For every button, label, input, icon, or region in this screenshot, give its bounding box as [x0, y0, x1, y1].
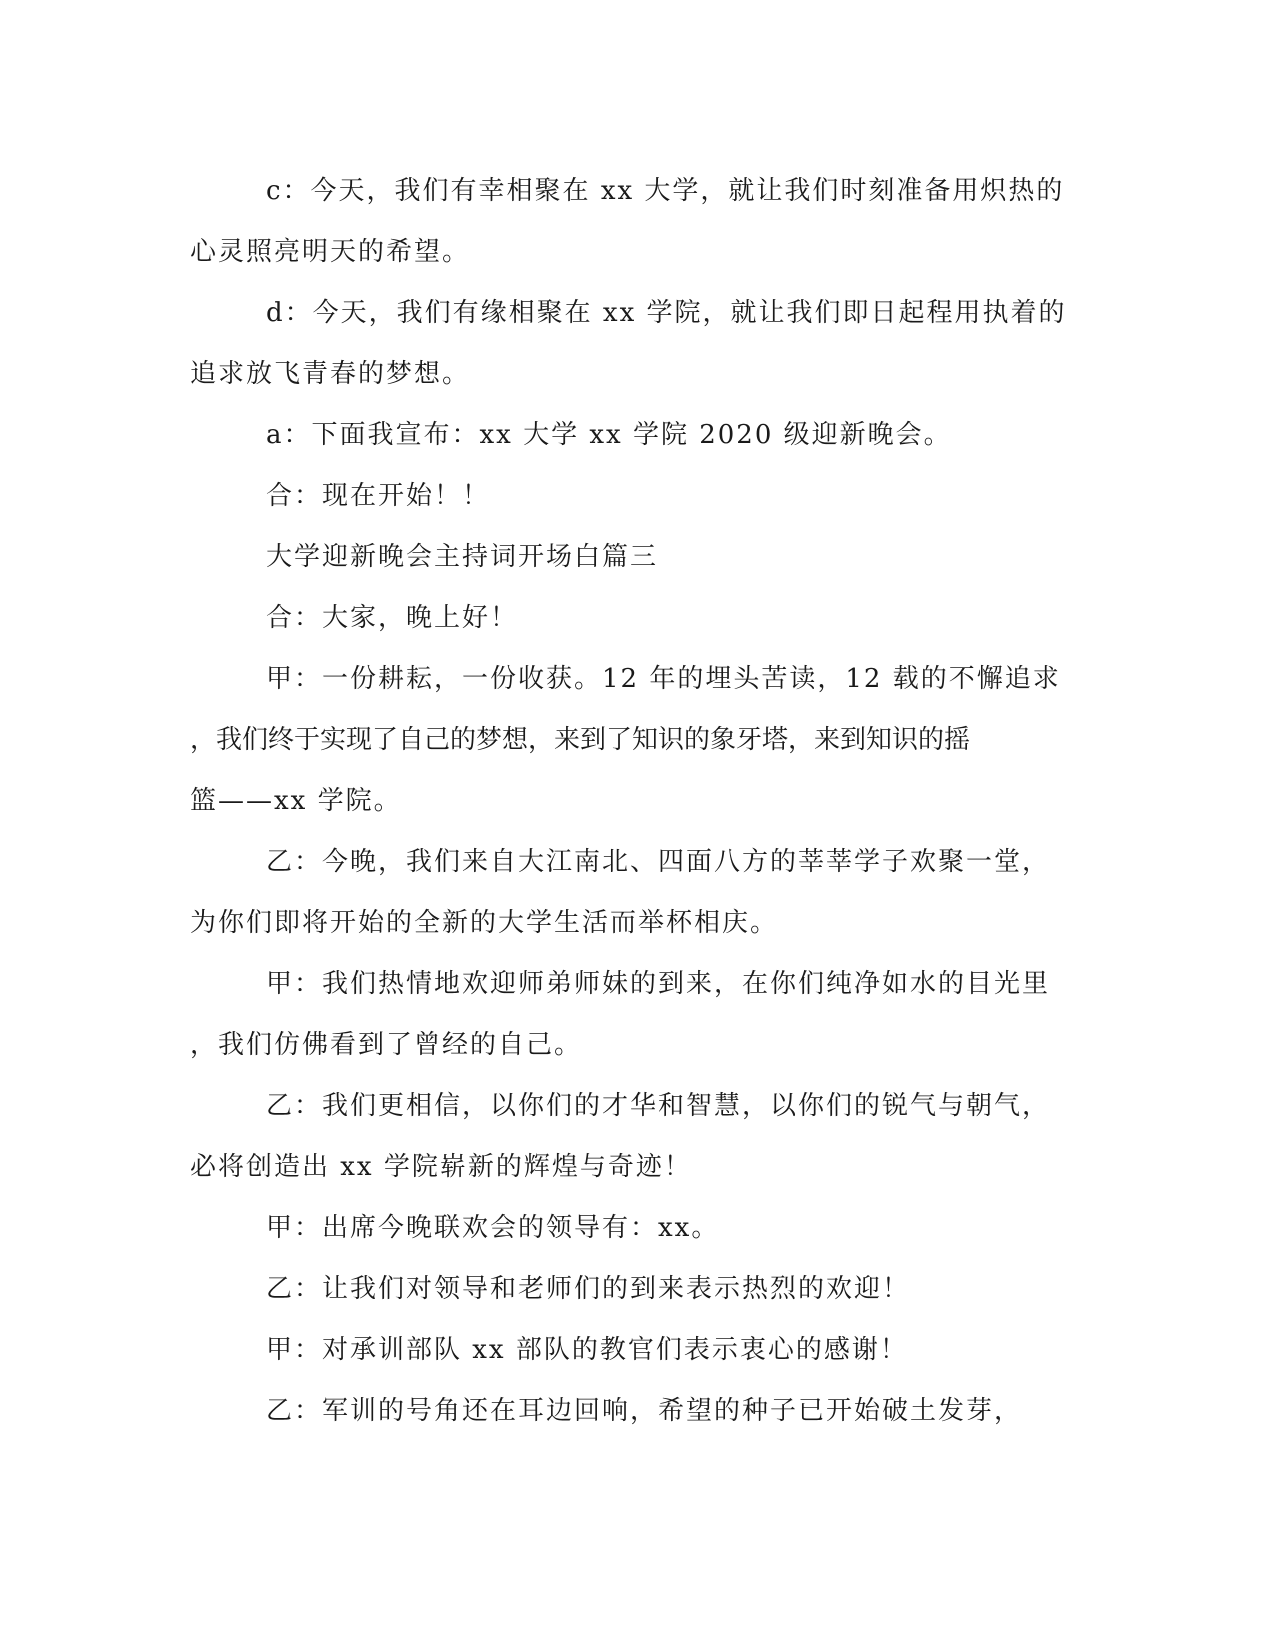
document-body	[190, 161, 1070, 1442]
paragraph-line: 必将创造出 xx 学院崭新的辉煌与奇迹！	[190, 1152, 692, 1182]
paragraph-line: 追求放飞青春的梦想。	[190, 359, 471, 389]
paragraph-line: 甲：出席今晚联欢会的领导有：xx。	[266, 1213, 720, 1243]
paragraph-line: 甲：我们热情地欢迎师弟师妹的到来，在你们纯净如水的目光里	[266, 969, 1051, 999]
paragraph-line: 甲：对承训部队 xx 部队的教官们表示衷心的感谢！	[266, 1335, 908, 1365]
paragraph-line: c：今天，我们有幸相聚在 xx 大学，就让我们时刻准备用炽热的	[266, 176, 1065, 206]
paragraph-line: 合：大家，晚上好！	[266, 603, 519, 633]
paragraph-line: 乙：军训的号角还在耳边回响，希望的种子已开始破土发芽，	[266, 1396, 1023, 1426]
paragraph-line: a：下面我宣布：xx 大学 xx 学院 2020 级迎新晚会。	[266, 420, 952, 450]
paragraph-line: 篮——xx 学院。	[190, 786, 402, 816]
paragraph-line: 乙：我们更相信，以你们的才华和智慧，以你们的锐气与朝气，	[266, 1091, 1051, 1121]
paragraph-line: 乙：让我们对领导和老师们的到来表示热烈的欢迎！	[266, 1274, 911, 1304]
paragraph-line: 心灵照亮明天的希望。	[190, 237, 471, 267]
paragraph-line: 乙：今晚，我们来自大江南北、四面八方的莘莘学子欢聚一堂，	[266, 847, 1051, 877]
paragraph-line: d：今天，我们有缘相聚在 xx 学院，就让我们即日起程用执着的	[266, 298, 1067, 328]
paragraph-line: ，我们仿佛看到了曾经的自己。	[190, 1030, 583, 1060]
paragraph-line: 合：现在开始！！	[266, 481, 491, 511]
paragraph-line: 为你们即将开始的全新的大学生活而举杯相庆。	[190, 908, 779, 938]
section-heading: 大学迎新晚会主持词开场白篇三	[266, 542, 659, 572]
paragraph-line: 甲：一份耕耘，一份收获。12 年的埋头苦读，12 载的不懈追求	[266, 664, 1061, 694]
paragraph-line: ，我们终于实现了自己的梦想，来到了知识的象牙塔，来到知识的摇	[190, 725, 971, 755]
